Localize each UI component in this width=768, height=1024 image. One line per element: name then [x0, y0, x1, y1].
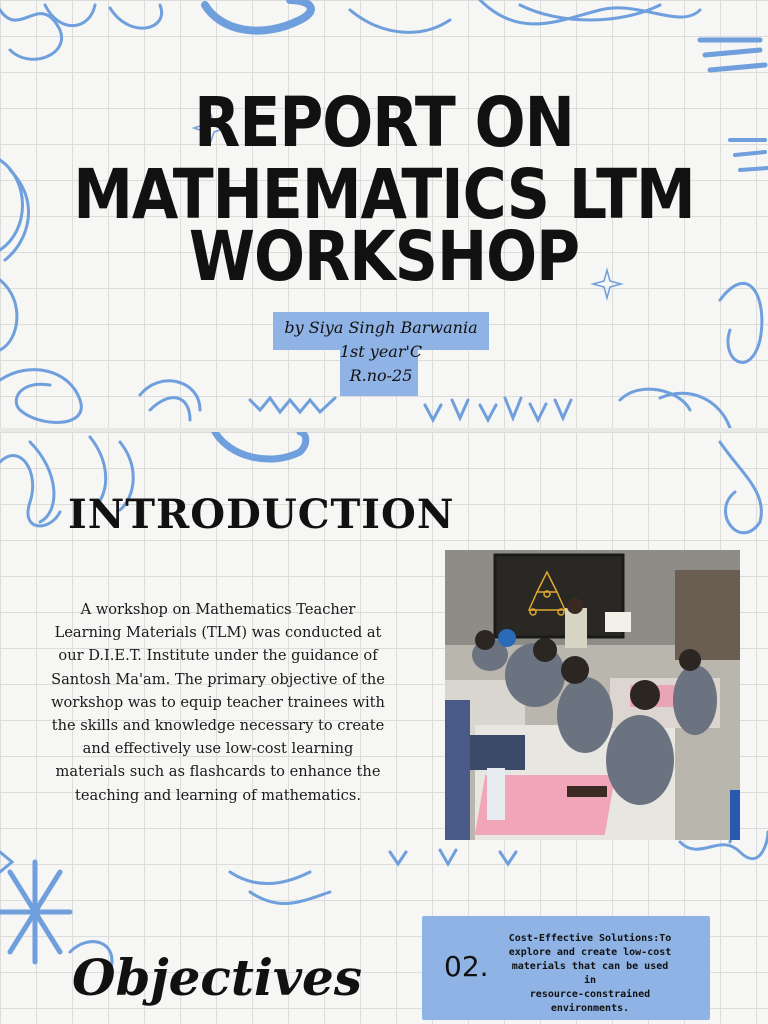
objective-text — [505, 932, 675, 1016]
body-line: the skills and knowledge necessary to create — [51, 717, 385, 735]
title-slide — [0, 0, 768, 428]
body-line: and effectively use low-cost learning — [82, 740, 354, 758]
introduction-heading: INTRODUCTION — [68, 491, 455, 538]
body-line: our D.I.E.T. Institute under the guidance of — [58, 647, 378, 665]
byline-rollno: R.no-25 — [349, 366, 413, 385]
objective-text-line: environments. — [550, 1003, 630, 1014]
body-line: materials such as flashcards to enhance the — [55, 763, 381, 781]
title-line-1: REPORT ON — [194, 82, 574, 164]
objective-text-line: explore and create low-cost — [508, 947, 672, 958]
byline-author: by Siya Singh Barwania — [284, 318, 478, 337]
classroom-photo — [445, 550, 740, 840]
body-line: A workshop on Mathematics Teacher — [80, 601, 356, 618]
objective-text-line: materials that can be used in — [511, 961, 669, 986]
objective-text-line: Cost-Effective Solutions:To — [508, 933, 672, 944]
body-line: Santosh Ma'am. The primary objective of the — [51, 670, 385, 688]
body-line: teaching and learning of mathematics. — [75, 786, 361, 804]
body-line: workshop was to equip teacher trainees with — [51, 693, 385, 711]
introduction-body — [8, 598, 428, 807]
title-line-3: WORKSHOP — [188, 216, 580, 298]
objective-number: 02. — [444, 950, 489, 983]
body-line: Learning Materials (TLM) was conducted at — [54, 624, 382, 642]
byline-year: 1st year'C — [339, 342, 423, 361]
title-line-2: MATHEMATICS LTM — [73, 154, 695, 236]
objective-text-line: resource-constrained — [529, 989, 651, 1000]
objectives-heading: Objectives — [72, 948, 362, 1007]
